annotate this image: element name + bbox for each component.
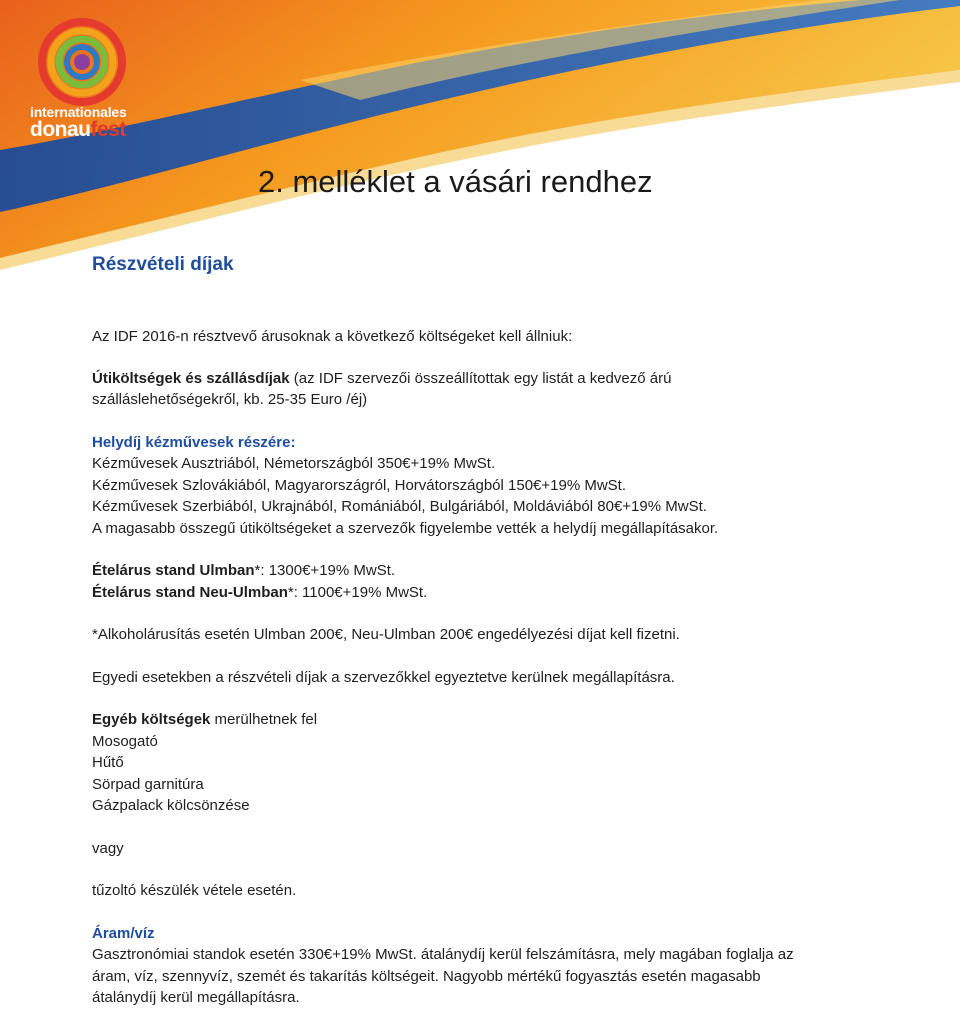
helydij-heading: Helydíj kézművesek részére: xyxy=(92,433,296,451)
other-cost-item: Mosogató xyxy=(92,732,158,750)
power-water-line: áram, víz, szennyvíz, szemét és takarítás költségeit. Nagyobb mértékű fogyasztás esetén magasabb xyxy=(92,967,761,985)
document-body xyxy=(92,326,882,1009)
helydij-note: A magasabb összegű útiköltségeket a szervezők figyelembe vették a helydíj megállapításakor. xyxy=(92,519,719,537)
or-text: vagy xyxy=(92,839,124,857)
extinguisher-text: tűzoltó készülék vétele esetén. xyxy=(92,882,297,899)
rainbow-ring-icon xyxy=(34,14,130,110)
food-stand-ulm: Ételárus stand Ulmban*: 1300€+19% MwSt. xyxy=(92,562,396,579)
power-water-line: Gasztronómiai standok esetén 330€+19% MwSt. átalánydíj kerül felszámításra, mely magában foglalja az xyxy=(92,946,794,963)
logo-text-donaufest: donaufest xyxy=(30,118,126,141)
alcohol-note: *Alkoholárusítás esetén Ulmban 200€, Neu-Ulmban 200€ engedélyezési díjat kell fizetni. xyxy=(92,626,680,643)
donaufest-logo xyxy=(26,14,136,144)
travel-costs-cont: szálláslehetőségekről, kb. 25-35 Euro /éj) xyxy=(92,391,368,408)
page-title: 2. melléklet a vásári rendhez xyxy=(258,164,653,199)
other-cost-item: Sörpad garnitúra xyxy=(92,775,204,793)
logo-text-internationales: internationales xyxy=(30,104,127,120)
helydij-line: Kézművesek Ausztriából, Németországból 350€+19% MwSt. xyxy=(92,455,496,472)
power-water-heading: Áram/víz xyxy=(92,924,155,942)
other-cost-item: Gázpalack kölcsönzése xyxy=(92,797,250,814)
intro-paragraph: Az IDF 2016-n résztvevő árusoknak a következő költségeket kell állniuk: xyxy=(92,328,573,345)
other-costs-heading: Egyéb költségek merülhetnek fel xyxy=(92,711,318,728)
power-water-line: átalánydíj kerül megállapításra. xyxy=(92,989,300,1006)
food-stand-neu-ulm: Ételárus stand Neu-Ulmban*: 1100€+19% MwSt. xyxy=(92,583,428,601)
helydij-line: Kézművesek Szlovákiából, Magyarországról, Horvátországból 150€+19% MwSt. xyxy=(92,476,627,494)
travel-costs: Útiköltségek és szállásdíjak (az IDF szervezői összeállítottak egy listát a kedvező árú xyxy=(92,369,672,387)
individual-note: Egyedi esetekben a részvételi díjak a szervezőkkel egyeztetve kerülnek megállapításra. xyxy=(92,668,675,686)
helydij-line: Kézművesek Szerbiából, Ukrajnából, Romániából, Bulgáriából, Moldáviából 80€+19% MwSt. xyxy=(92,498,707,515)
other-cost-item: Hűtő xyxy=(92,754,124,771)
section-title: Részvételi díjak xyxy=(92,254,234,275)
